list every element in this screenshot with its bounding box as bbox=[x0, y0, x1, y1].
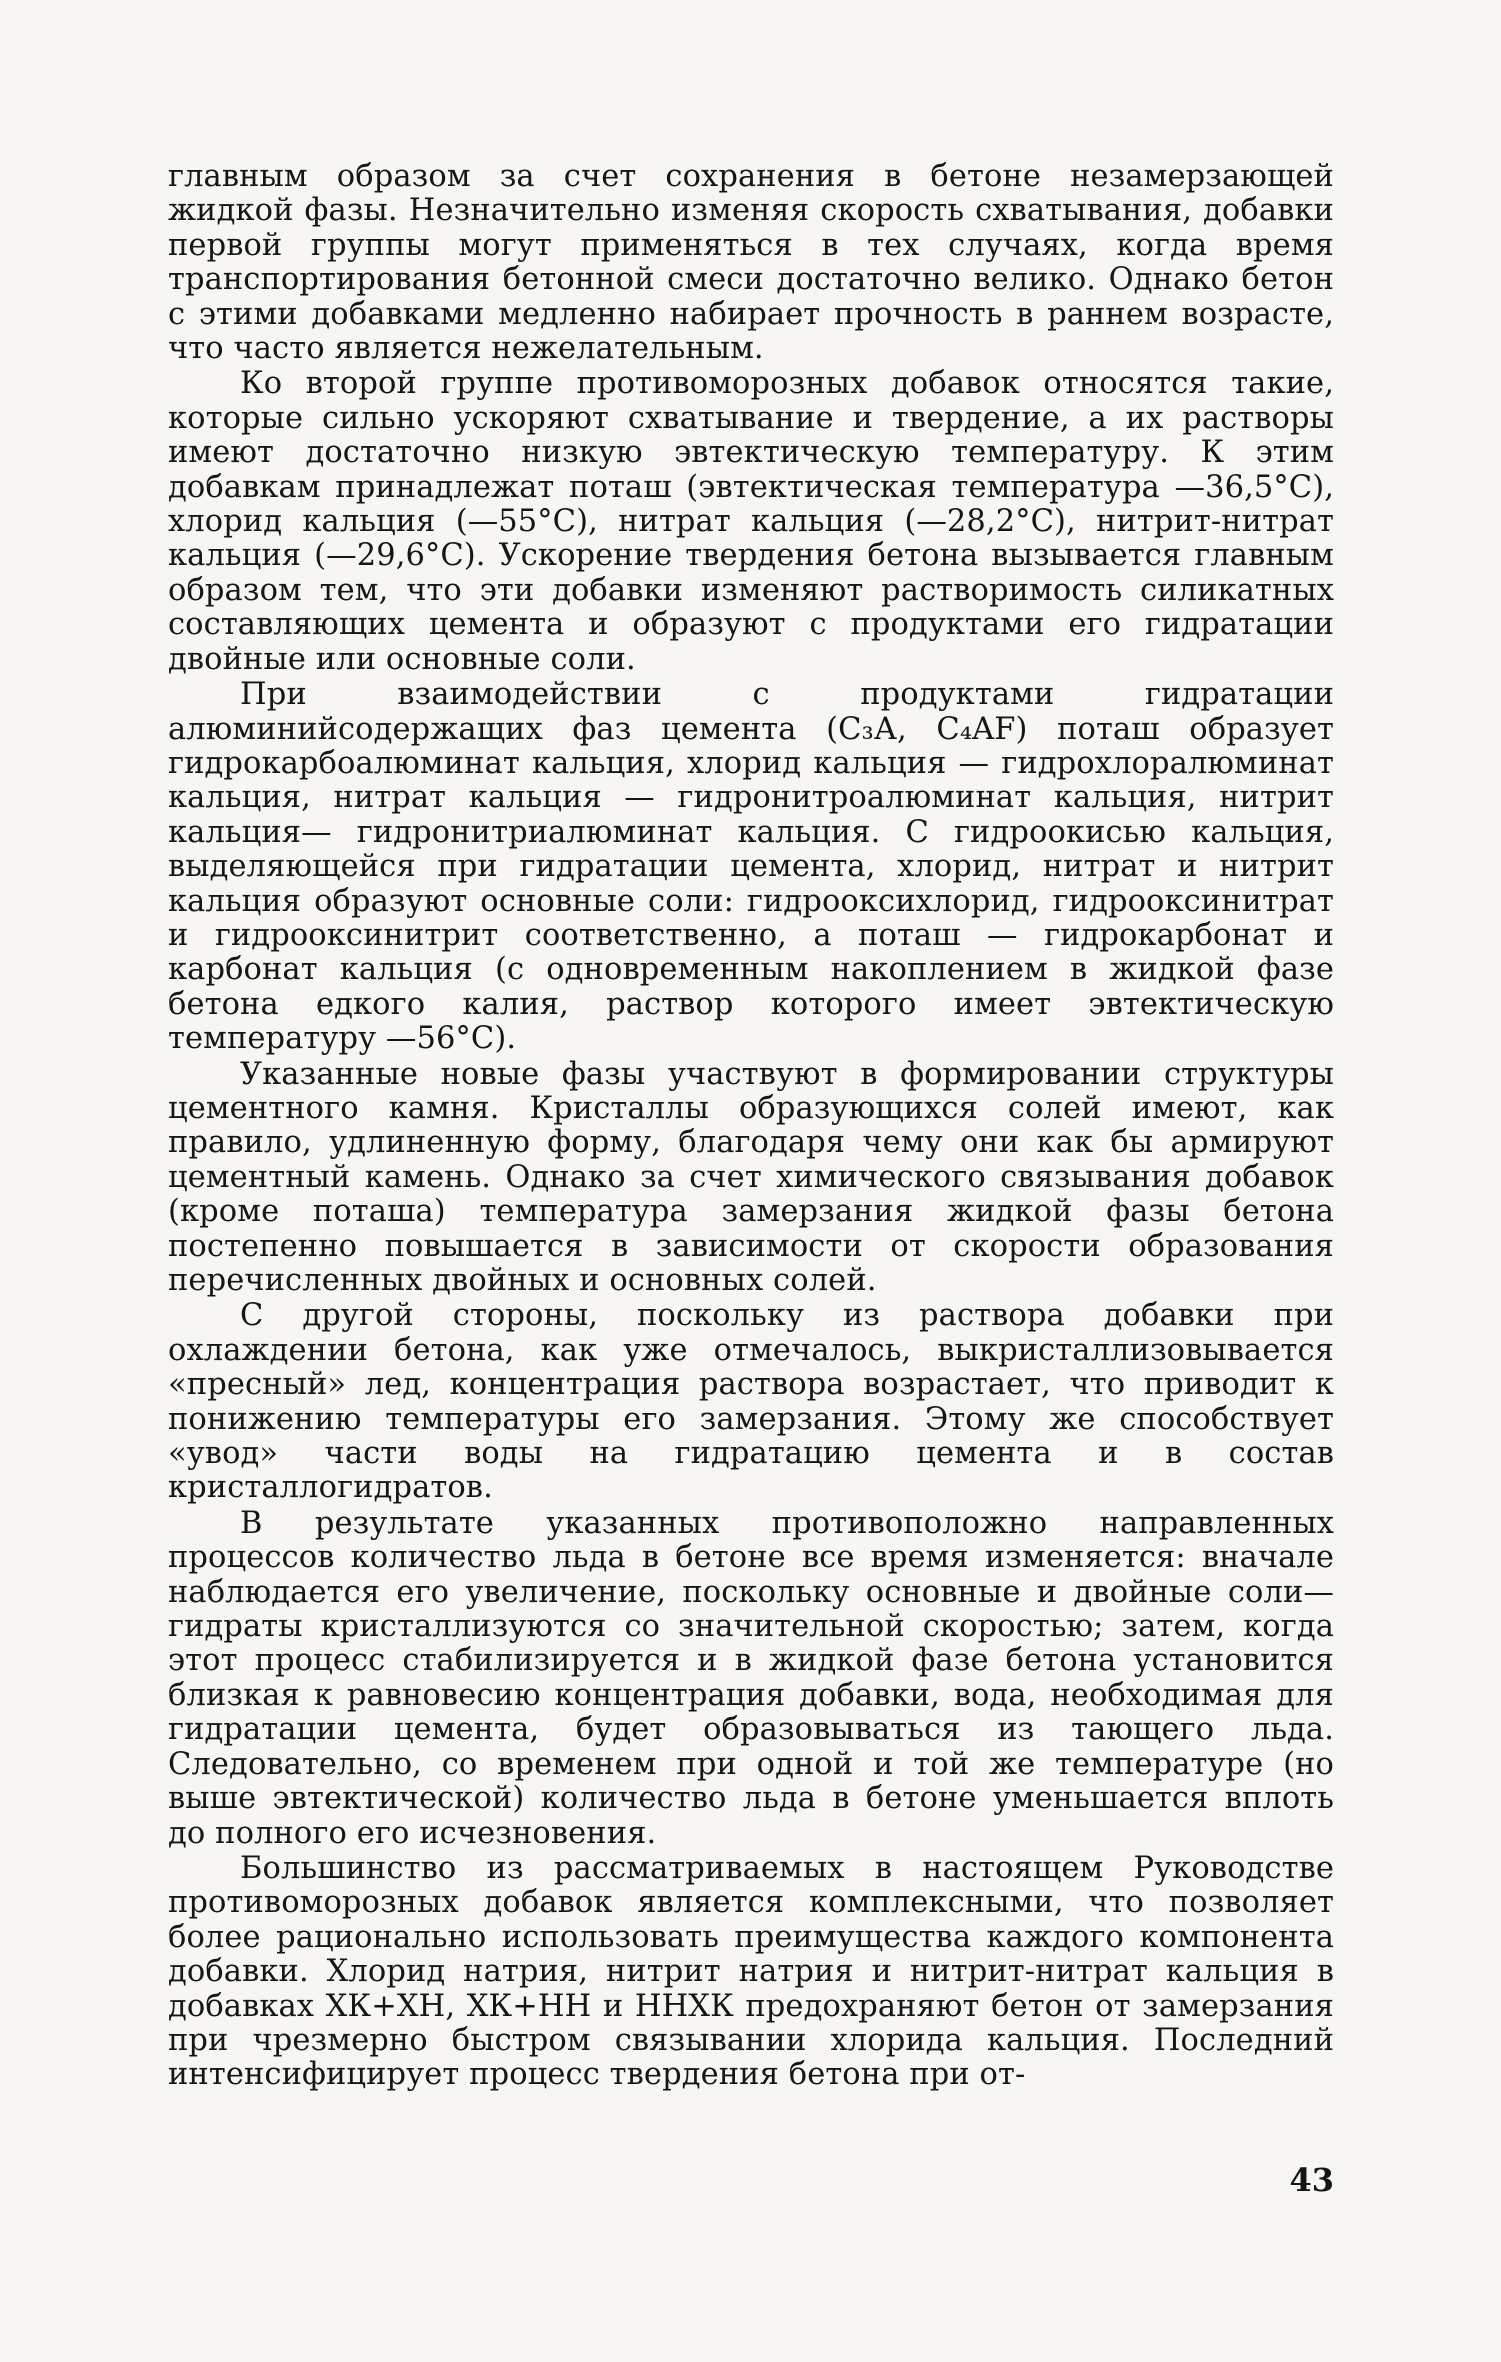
paragraph-5-other-side: С другой стороны, поскольку из раствора добавки при охлаждении бетона, как уже отмечалось, выкристаллизовывается «пресный» лед, концентрация раствора возрастает, что приводит к понижению температуры его замерзания. Этому же способствует «увод» части воды на гидратацию цемента и в состав кристаллогидратов. bbox=[168, 1298, 1334, 1506]
page-number: 43 bbox=[1289, 2161, 1334, 2199]
paragraph-4-new-phases: Указанные новые фазы участвуют в формировании структуры цементного камня. Кристаллы образующихся солей имеют, как правило, удлиненную форму, благодаря чему они как бы армируют цементный камень. Однако за счет химического связывания добавок (кроме поташа) температура замерзания жидкой фазы бетона постепенно повышается в зависимости от скорости образования перечисленных двойных и основных солей. bbox=[168, 1056, 1334, 1298]
paragraph-7-complex-additives: Большинство из рассматриваемых в настоящем Руководстве противоморозных добавок является комплексными, что позволяет более рационально использовать преимущества каждого компонента добавки. Хлорид натрия, нитрит натрия и нитрит-нитрат кальция в добавках ХК+ХН, ХК+НН и ННХК предохраняют бетон от замерзания при чрезмерно быстром связывании хлорида кальция. Последний интенсифицирует процесс твердения бетона при от- bbox=[168, 1850, 1334, 2093]
paragraph-2-second-group-additives: Ко второй группе противоморозных добавок относятся такие, которые сильно ускоряют схватывание и твердение, а их растворы имеют достаточно низкую эвтектическую температуру. К этим добавкам принадлежат поташ (эвтектическая температура —36,5°С), хлорид кальция (—55°С), нитрат кальция (—28,2°С), нитрит-нитрат кальция (—29,6°С). Ускорение твердения бетона вызывается главным образом тем, что эти добавки изменяют растворимость силикатных составляющих цемента и образуют с продуктами его гидратации двойные или основные соли. bbox=[168, 366, 1334, 677]
paragraph-6-ice-quantity: В результате указанных противоположно направленных процессов количество льда в бетоне все время изменяется: вначале наблюдается его увеличение, поскольку основные и двойные соли— гидраты кристаллизуются со значительной скоростью; затем, когда этот процесс стабилизируется и в жидкой фазе бетона установится близкая к равновесию концентрация добавки, вода, необходимая для гидратации цемента, будет образовываться из тающего льда. Следовательно, со временем при одной и той же температуре (но выше эвтектической) количество льда в бетоне уменьшается вплоть до полного его исчезновения. bbox=[168, 1505, 1334, 1851]
paragraph-1-continuation: главным образом за счет сохранения в бетоне незамерзающей жидкой фазы. Незначительно изменяя скорость схватывания, добавки первой группы могут применяться в тех случаях, когда время транспортирования бетонной смеси достаточно велико. Однако бетон с этими добавками медленно набирает прочность в раннем возрасте, что часто является нежелательным. bbox=[168, 159, 1334, 367]
paragraph-3-hydration-products: При взаимодействии с продуктами гидратации алюминийсодержащих фаз цемента (С₃А, С₄AF) поташ образует гидрокарбоалюминат кальция, хлорид кальция — гидрохлоралюминат кальция, нитрат кальция — гидронитроалюминат кальция, нитрит кальция— гидронитриалюминат кальция. С гидроокисью кальция, выделяющейся при гидратации цемента, хлорид, нитрат и нитрит кальция образуют основные соли: гидрооксихлорид, гидрооксинитрат и гидрооксинитрит соответственно, а поташ — гидрокарбонат и карбонат кальция (с одновременным накоплением в жидкой фазе бетона едкого калия, раствор которого имеет эвтектическую температуру —56°С). bbox=[168, 677, 1334, 1057]
page-body bbox=[168, 160, 1334, 2220]
